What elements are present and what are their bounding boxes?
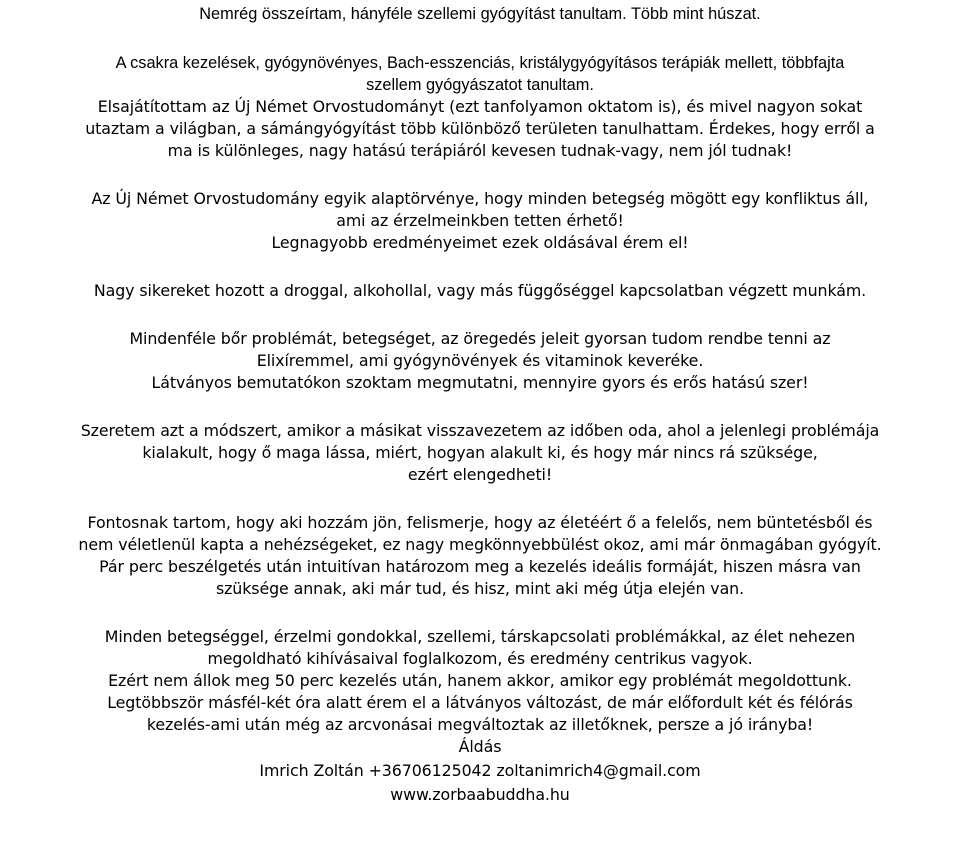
text-line: szüksége annak, aki már tud, és hisz, mint aki még útja elején van. (215, 579, 745, 598)
text-line: Ezért nem állok meg 50 perc kezelés után, hanem akkor, amikor egy problémát megoldottunk. (108, 671, 852, 690)
text-line: Elixíremmel, ami gyógynövények és vitaminok keveréke. (256, 351, 704, 370)
text-line: Mindenféle bőr problémát, betegséget, az öregedés jeleit gyorsan tudom rendbe tenni az (129, 329, 831, 348)
blessing: Áldás (458, 737, 502, 756)
website-line: www.zorbaabuddha.hu (390, 785, 570, 804)
contact-line: Imrich Zoltán +36706125042 zoltanimrich4@gmail.com (259, 761, 701, 780)
text-line: Pár perc beszélgetés után intuitívan határozom meg a kezelés ideális formáját, hiszen másra van (99, 557, 861, 576)
text-line: nem véletlenül kapta a nehézségeket, ez nagy megkönnyebbülést okoz, ami már önmagában gyógyít. (78, 535, 882, 554)
text-line: Látványos bemutatókon szoktam megmutatni, mennyire gyors és erős hatású szer! (151, 373, 809, 392)
text-line: megoldható kihívásaival foglalkozom, és eredmény centrikus vagyok. (207, 649, 753, 668)
text-line: Nagy sikereket hozott a droggal, alkohollal, vagy más függőséggel kapcsolatban végzett munkám. (93, 281, 867, 300)
text-line: A csakra kezelések, gyógynövényes, Bach-esszenciás, kristálygyógyításos terápiák mellett, többfajta (115, 54, 845, 72)
text-line: Legtöbbször másfél-két óra alatt érem el a látványos változást, de már előfordult két és félórás (107, 693, 853, 712)
text-line: ezért elengedheti! (407, 465, 553, 484)
text-line: utaztam a világban, a sámángyógyítást több különböző területen tanulhattam. Érdekes, hogy erről a (85, 119, 875, 138)
text-line: Nemrég összeírtam, hányféle szellemi gyógyítást tanultam. Több mint húszat. (199, 5, 761, 23)
text-line: kezelés-ami után még az arcvonásai megváltoztak az illetőknek, persze a jó irányba! (146, 715, 814, 734)
text-line: kialakult, hogy ő maga lássa, miért, hogyan alakult ki, és hogy már nincs rá szüksége, (142, 443, 818, 462)
text-line: ma is különleges, nagy hatású terápiáról kevesen tudnak-vagy, nem jól tudnak! (167, 141, 793, 160)
text-line: Az Új Német Orvostudomány egyik alaptörvénye, hogy minden betegség mögött egy konfliktus áll, (91, 189, 869, 208)
text-line: Szeretem azt a módszert, amikor a másikat visszavezetem az időben oda, ahol a jelenlegi problémája (80, 421, 880, 440)
text-line: Fontosnak tartom, hogy aki hozzám jön, felismerje, hogy az életéért ő a felelős, nem büntetésből és (87, 513, 873, 532)
text-line: Minden betegséggel, érzelmi gondokkal, szellemi, társkapcsolati problémákkal, az élet nehezen (104, 627, 856, 646)
text-line: Elsajátítottam az Új Német Orvostudományt (ezt tanfolyamon oktatom is), és mivel nagyon sokat (97, 97, 863, 116)
text-line: ami az érzelmeinkben tetten érhető! (336, 211, 624, 230)
text-line: szellem gyógyászatot tanultam. (366, 76, 594, 94)
text-line: Legnagyobb eredményeimet ezek oldásával érem el! (271, 233, 689, 252)
